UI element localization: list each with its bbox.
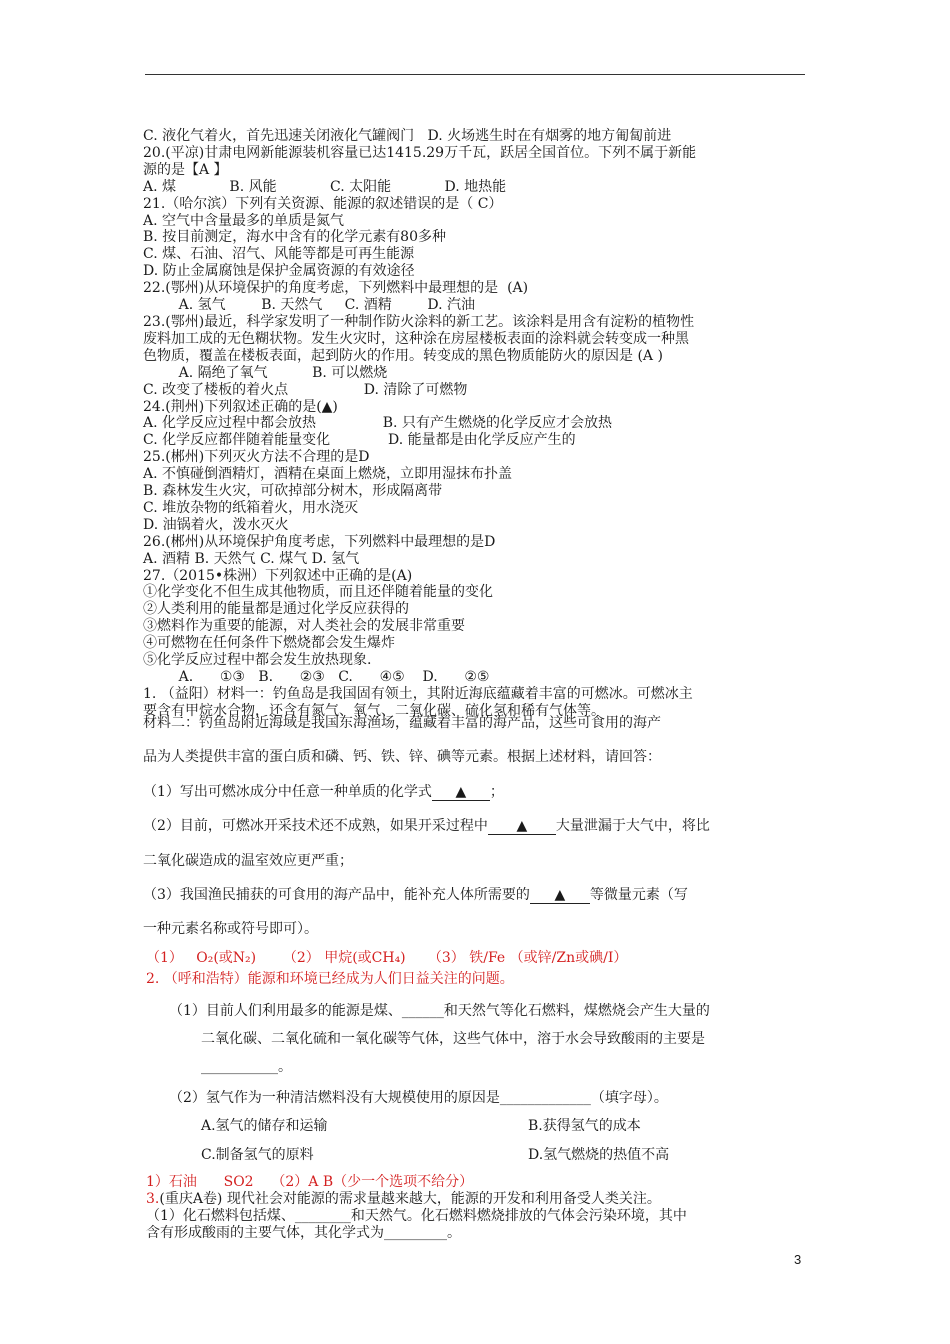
q3-1-line1: （1）化石燃料包括煤、________和天然气。化石燃料燃烧排放的气体会污染环境，其中 — [146, 1208, 687, 1224]
q3-number: 3. — [146, 1191, 160, 1207]
text-line: A. 氢气 B. 天然气 C. 酒精 D. 汽油 — [143, 297, 475, 314]
q1-1-text: （1）写出可燃冰成分中任意一种单质的化学式 — [143, 784, 432, 800]
page-number: 3 — [794, 1252, 802, 1267]
text-line: ②人类利用的能量都是通过化学反应获得的 — [143, 601, 409, 618]
q2-1-line2: 二氧化碳、二氧化硫和一氧化碳等气体，这些气体中，溶于水会导致酸雨的主要是 — [201, 1031, 705, 1047]
text-line: D. 防止金属腐蚀是保护金属资源的有效途径 — [143, 263, 415, 280]
q1-2-suffix: 大量泄漏于大气中，将比 — [555, 818, 710, 834]
q2-1-line1: （1）目前人们利用最多的能源是煤、______和天然气等化石燃料，煤燃烧会产生大量的 — [169, 1003, 710, 1019]
text-line: C. 改变了楼板的着火点 D. 清除了可燃物 — [143, 381, 468, 398]
blank-triangle: ▲ — [554, 887, 566, 903]
text-line: B. 森林发生火灾，可砍掉部分树木，形成隔离带 — [143, 483, 443, 500]
q1-2-line2: 二氧化碳造成的温室效应更严重； — [143, 853, 353, 869]
q1-3-suffix: 等微量元素（写 — [589, 887, 688, 903]
text-line: C. 煤、石油、沼气、风能等都是可再生能源 — [143, 246, 415, 263]
questions-block — [143, 128, 823, 720]
text-line: A. 煤 B. 风能 C. 太阳能 D. 地热能 — [143, 178, 507, 195]
text-line: A. ①③ B. ②③ C. ④⑤ D. ②⑤ — [143, 669, 490, 685]
text-line: ③燃料作为重要的能源，对人类社会的发展非常重要 — [143, 618, 465, 635]
text-line: 20.(平凉)甘肃电网新能源装机容量已达1415.29万千瓦，跃居全国首位。下列不属于新能 — [143, 144, 697, 161]
answer-blank — [530, 887, 590, 904]
text-line: 27.（2015•株洲）下列叙述中正确的是(A) — [143, 567, 413, 584]
question-1-3 — [143, 884, 688, 904]
text-line: 1. （益阳）材料一：钓鱼岛是我国固有领土，其附近海底蕴藏着丰富的可燃冰。可燃冰主 — [143, 685, 693, 702]
text-line: ①化学变化不但生成其他物质，而且还伴随着能量的变化 — [143, 584, 493, 601]
text-line: 色物质，覆盖在楼板表面，起到防火的作用。转变成的黑色物质能防火的原因是 (A ) — [143, 347, 663, 364]
text-line: 26.(郴州)从环境保护角度考虑，下列燃料中最理想的是D — [143, 533, 496, 550]
question-1-2 — [143, 815, 710, 835]
text-line: ⑤化学反应过程中都会发生放热现象. — [143, 652, 372, 669]
text-line: 源的是【A 】 — [143, 161, 228, 178]
text-line: 废料加工成的无色糊状物。发生火灾时，这种涂在房屋楼板表面的涂料就会转变成一种黑 — [143, 330, 689, 347]
blank-triangle: ▲ — [516, 818, 528, 834]
text-line: A. 隔绝了氧气 B. 可以燃烧 — [143, 364, 388, 381]
text-line: B. 按目前测定，海水中含有的化学元素有80多种 — [143, 229, 447, 246]
text-line: A. 化学反应过程中都会放热 B. 只有产生燃烧的化学反应才会放热 — [143, 415, 612, 432]
q2-option-a: A.氢气的储存和运输 — [201, 1118, 328, 1134]
text-line: 24.(荆州)下列叙述正确的是(▲) — [143, 398, 338, 415]
answer-q2: 1）石油 SO2 （2）A B（少一个选项不给分） — [146, 1174, 474, 1190]
material2-line1: 材料二：钓鱼岛附近海域是我国东海渔场，蕴藏着丰富的海产品，这些可食用的海产 — [143, 715, 661, 731]
header-rule — [145, 74, 805, 75]
text-line: A. 酒精 B. 天然气 C. 煤气 D. 氢气 — [143, 550, 360, 567]
material2-line2: 品为人类提供丰富的蛋白质和磷、钙、铁、锌、碘等元素。根据上述材料，请回答： — [143, 749, 661, 765]
text-line: C. 化学反应都伴随着能量变化 D. 能量都是由化学反应产生的 — [143, 432, 576, 449]
question-1-1 — [143, 781, 504, 801]
q2-2-line: （2）氢气作为一种清洁燃料没有大规模使用的原因是_____________（填字母）。 — [169, 1090, 668, 1106]
text-line: C. 液化气着火，首先迅速关闭液化气罐阀门 D. 火场逃生时在有烟雾的地方匍匐前进 — [143, 128, 672, 144]
text-line: 22.(鄂州)从环境保护的角度考虑，下列燃料中最理想的是 (A) — [143, 280, 529, 297]
text-line: 要含有甲烷水合物，还含有氮气、氧气、二氧化碳、硫化氢和稀有气体等。 — [143, 702, 605, 719]
answer-blank — [488, 818, 556, 835]
blank-triangle: ▲ — [455, 784, 467, 800]
q1-3-line2: 一种元素名称或符号即可）。 — [143, 921, 318, 937]
question-2-title: 2. （呼和浩特）能源和环境已经成为人们日益关注的问题。 — [146, 971, 514, 987]
q2-option-b: B.获得氢气的成本 — [528, 1118, 641, 1134]
answer-blank — [432, 784, 490, 801]
q2-option-d: D.氢气燃烧的热值不高 — [528, 1147, 670, 1163]
text-line: 25.(郴州)下列灭火方法不合理的是D — [143, 449, 370, 466]
answer-q1: （1） O₂(或N₂) （2） 甲烷(或CH₄) （3） 铁/Fe （或锌/Zn或碘/I） — [146, 950, 628, 966]
text-line: ④可燃物在任何条件下燃烧都会发生爆炸 — [143, 635, 395, 652]
text-line: 23.(鄂州)最近，科学家发明了一种制作防火涂料的新工艺。该涂料是用含有淀粉的植物性 — [143, 313, 695, 330]
text-line: A. 空气中含量最多的单质是氮气 — [143, 212, 345, 229]
q2-option-c: C.制备氢气的原料 — [201, 1147, 314, 1163]
q2-1-line3: ___________。 — [201, 1059, 292, 1075]
q1-3-text: （3）我国渔民捕获的可食用的海产品中，能补充人体所需要的 — [143, 887, 530, 903]
q1-1-suffix: ； — [489, 784, 504, 800]
text-line: C. 堆放杂物的纸箱着火，用水浇灭 — [143, 499, 359, 516]
text-line: 21.（哈尔滨）下列有关资源、能源的叙述错误的是（ C） — [143, 195, 503, 212]
q3-title-text: (重庆A卷) 现代社会对能源的需求量越来越大，能源的开发和利用备受人类关注。 — [159, 1191, 661, 1207]
text-line: D. 油锅着火，泼水灭火 — [143, 516, 289, 533]
q1-2-text: （2）目前，可燃冰开采技术还不成熟，如果开采过程中 — [143, 818, 488, 834]
text-line: A. 不慎碰倒酒精灯，酒精在桌面上燃烧，立即用湿抹布扑盖 — [143, 466, 513, 483]
q3-1-line2: 含有形成酸雨的主要气体，其化学式为_________。 — [146, 1225, 461, 1241]
